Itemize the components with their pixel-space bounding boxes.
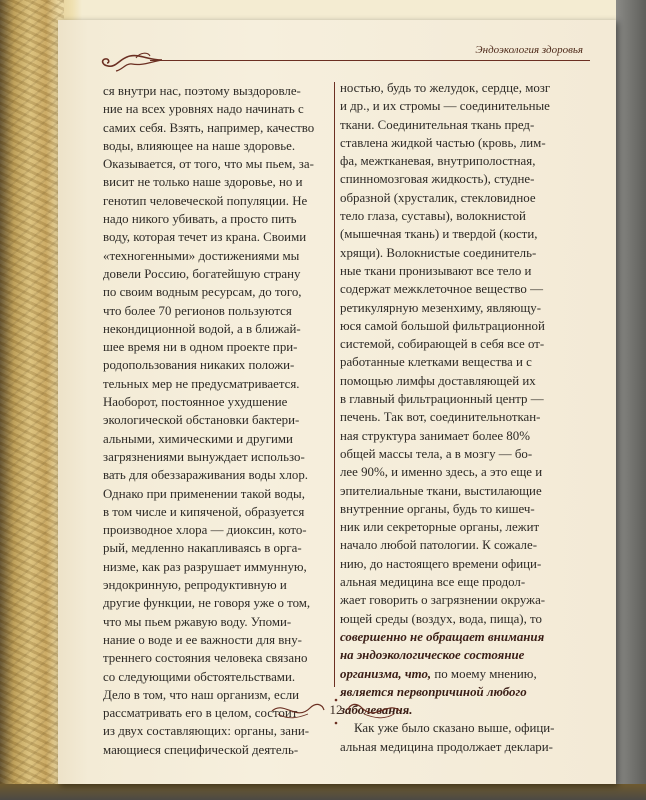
emphasis-line: на эндоэкологическое состояние	[340, 648, 525, 663]
text-line: альными, химическими и другими	[103, 431, 293, 446]
text-line: в том числе и кипяченой, образуется	[103, 504, 305, 519]
header-flourish-ornament	[96, 50, 166, 78]
text-line: спинномозговая жидкость), студне-	[340, 172, 535, 187]
text-line: довели Россию, богатейшую страну	[103, 266, 301, 281]
text-line: юся самой большой фильтрационной	[340, 318, 545, 333]
text-line: (мышечная ткань) и твердой (кости,	[340, 227, 538, 242]
text-line: треннего состояния человека связано	[103, 651, 308, 666]
emphasis-line: совершенно не обращает внимания	[340, 629, 545, 644]
text-line: Однако при применении такой воды,	[103, 486, 305, 501]
text-line: шее время ни в одном проекте при-	[103, 340, 298, 355]
text-line: загрязнениями вынуждает использо-	[103, 449, 305, 464]
text-line: со следующими обстоятельствами.	[103, 669, 296, 684]
text-line: ткани. Соединительная ткань пред-	[340, 117, 535, 132]
running-header: Эндоэкология здоровья	[475, 44, 583, 56]
text-line: воды, влияющее на наше здоровье.	[103, 138, 296, 153]
text-line: хрящи). Волокнистые соединитель-	[340, 245, 537, 260]
text-line: ник или секреторные органы, лежит	[340, 520, 540, 535]
text-line: Дело в том, что наш организм, если	[103, 687, 300, 702]
emphasis-line: заболевания.	[340, 703, 413, 718]
text-line: что мы пьем ржавую воду. Упоми-	[103, 614, 292, 629]
text-line: нию, до настоящего времени офици-	[340, 556, 542, 571]
text-line: тельных мер не предусматривается.	[103, 376, 300, 391]
text-line: Как уже было сказано выше, офици-	[354, 721, 555, 736]
left-text-column	[103, 82, 329, 759]
text-line: висит не только наше здоровье, но и	[103, 175, 303, 190]
text-line: ся внутри нас, поэтому выздоровле-	[103, 84, 301, 98]
text-line: воду, которая течет из крана. Своими	[103, 230, 307, 245]
text-line: рый, медленно накапливаясь в орга-	[103, 541, 302, 556]
text-line: в главный фильтрационный центр —	[340, 392, 544, 407]
scan-right-margin	[616, 0, 646, 800]
text-line: внутренние органы, будь то кишеч-	[340, 501, 535, 516]
text-line: системой, собирающей в себя все от-	[340, 337, 545, 352]
text-line: надо никого убивать, а просто пить	[103, 212, 297, 227]
text-line: помощью лимфы доставляющей их	[340, 373, 536, 388]
text-line: лее 90%, и именно здесь, а это еще и	[340, 465, 543, 480]
text-line: альная медицина продолжает деклари-	[340, 739, 553, 754]
text-line: ностью, будь то желудок, сердце, мозг	[340, 81, 551, 95]
gilded-page-edges	[0, 0, 64, 800]
text-line: тело глаза, суставы), волокнистой	[340, 209, 526, 224]
text-line: эндокринную, репродуктивную и	[103, 578, 287, 593]
emphasis-line-mixed	[340, 665, 573, 683]
text-line: «техногенными» достижениями мы	[103, 248, 300, 263]
scan-bottom-margin	[0, 784, 646, 800]
text-line: экологической обстановки бактери-	[103, 413, 300, 428]
text-line: из двух составляющих: органы, зани-	[103, 724, 310, 739]
text-line: производное хлора — диоксин, кото-	[103, 523, 307, 538]
text-line: ющей среды (воздух, вода, пища), то	[340, 611, 542, 626]
emphasis-line: является первопричиной любого	[340, 684, 527, 699]
text-line: фа, межтканевая, внутриполостная,	[340, 154, 536, 169]
text-line: содержат межклеточное вещество —	[340, 282, 543, 297]
text-line: ставлена жидкой частью (кровь, лим-	[340, 135, 546, 150]
text-line: эпителиальные ткани, выстилающие	[340, 483, 542, 498]
text-line: Оказывается, от того, что мы пьем, за-	[103, 157, 314, 172]
text-line: альная медицина все еще продол-	[340, 575, 526, 590]
text-line: общей массы тела, а в мозгу — бо-	[340, 446, 533, 461]
text-line: нание о воде и ее важности для вну-	[103, 632, 302, 647]
text-line: начало любой патологии. К сожале-	[340, 538, 537, 553]
text-line: мающиеся специфической деятель-	[103, 742, 299, 757]
text-line: ные ткани пронизывают все тело и	[340, 263, 532, 278]
text-line: ние на всех уровнях надо начинать с	[103, 102, 304, 117]
text-line: Наоборот, постоянное ухудшение	[103, 395, 288, 410]
text-line: другие функции, не говоря уже о том,	[103, 596, 311, 611]
text-line: ная структура занимает более 80%	[340, 428, 530, 443]
page-number: 12	[329, 702, 343, 717]
right-text-column	[340, 79, 573, 756]
column-divider	[334, 82, 335, 687]
text-line: некондиционной водой, а в ближай-	[103, 321, 301, 336]
normal-fragment: по моему мнению,	[431, 666, 537, 681]
text-line: по своим водным ресурсам, до того,	[103, 285, 302, 300]
text-line: образной (хрусталик, стекловидное	[340, 190, 536, 205]
text-line: родопользования никаких положи-	[103, 358, 295, 373]
emphasis-fragment: организма, что,	[340, 666, 432, 681]
text-line: вать для обеззараживания воды хлор.	[103, 468, 309, 483]
text-line: работанные клетками вещества и с	[340, 355, 532, 370]
text-line: печень. Так вот, соединительноткан-	[340, 410, 541, 425]
text-line: низме, как раз разрушает иммунную,	[103, 559, 307, 574]
text-line: что более 70 регионов пользуются	[103, 303, 292, 318]
text-line: жает говорить о загрязнении окружа-	[340, 593, 546, 608]
text-line: и др., и их стромы — соединительные	[340, 99, 550, 114]
text-line: генотип человеческой популяции. Не	[103, 193, 308, 208]
text-line: ретикулярную мезенхиму, являющу-	[340, 300, 542, 315]
text-line: рассматривать его в целом, состоит	[103, 706, 298, 721]
header-rule	[150, 60, 590, 61]
text-line: самих себя. Взять, например, качество	[103, 120, 315, 135]
